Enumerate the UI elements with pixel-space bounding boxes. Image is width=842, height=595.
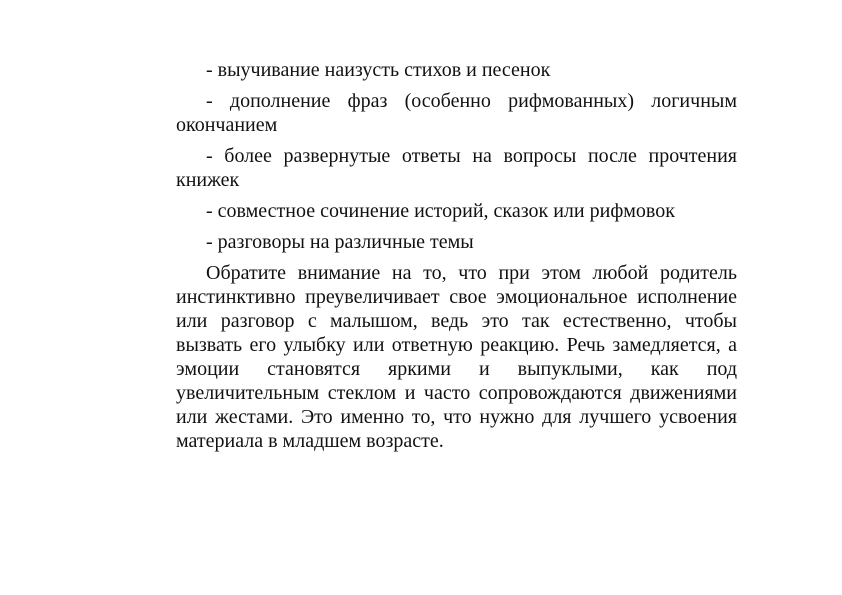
list-item-phrase-completion: - дополнение фраз (особенно рифмованных) логичным окончанием <box>176 90 737 136</box>
list-item-memorization: - выучивание наизусть стихов и песенок <box>206 59 551 81</box>
list-item-detailed-answers: - более развернутые ответы на вопросы после прочтения книжек <box>176 145 737 191</box>
list-item-conversations: - разговоры на различные темы <box>206 231 474 253</box>
body-paragraph: Обратите внимание на то, что при этом любой родитель инстинктивно преувеличивает свое эмоциональное исполнение или разговор с малышом, ведь это так естественно, чтобы вызвать его улыбку или ответную реакцию. Речь замедляется, а эмоции становятся яркими и выпуклыми, как под увеличительным стеклом и часто сопровождаются движениями или жестами. Это именно то, что нужно для лучшего усвоения материала в младшем возрасте. <box>176 262 737 452</box>
list-item-joint-composition: - совместное сочинение историй, сказок или рифмовок <box>206 200 675 222</box>
document-text <box>176 58 737 453</box>
